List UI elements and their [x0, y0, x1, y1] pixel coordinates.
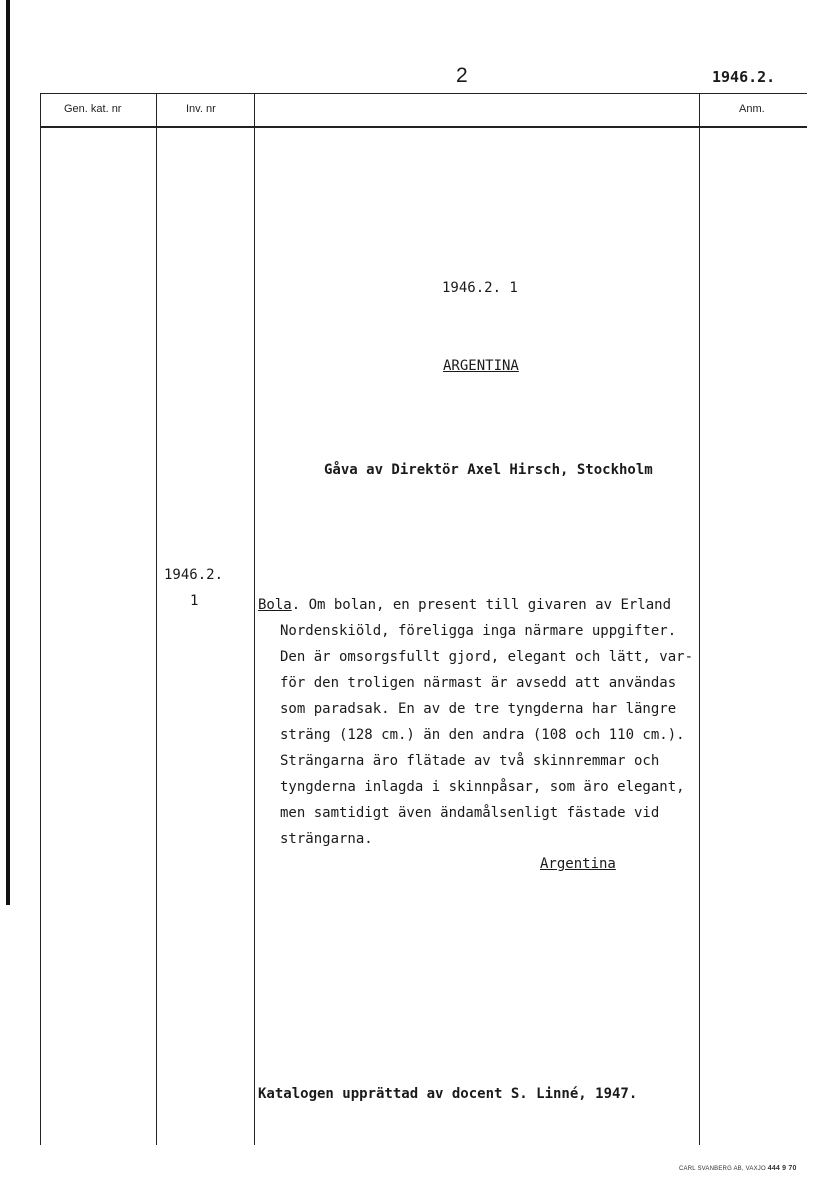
description-line: Den är omsorgsfullt gjord, elegant och lätt, var-	[280, 649, 694, 665]
column-divider-inv-text	[254, 93, 255, 1145]
item-origin: Argentina	[540, 856, 616, 872]
entry-donor: Gåva av Direktör Axel Hirsch, Stockholm	[324, 462, 653, 478]
description-line	[258, 592, 698, 618]
printer-name: CARL SVANBERG AB, VAXJO	[679, 1166, 766, 1172]
column-divider-text-anm	[699, 93, 700, 1145]
catalog-note: Katalogen upprättad av docent S. Linné, 1947.	[258, 1086, 638, 1102]
description-line: Strängarna äro flätade av två skinnremmar och	[280, 753, 660, 769]
inv-nr-line-1: 1946.2.	[164, 567, 224, 583]
description-line: tyngderna inlagda i skinnpåsar, som äro elegant,	[280, 779, 685, 795]
description-line: strängarna.	[280, 831, 373, 847]
column-header-gen-kat-nr: Gen. kat. nr	[64, 103, 122, 115]
description-line: som paradsak. En av de tre tyngderna har längre	[280, 701, 677, 717]
description-line: för den troligen närmast är avsedd att användas	[280, 675, 677, 691]
inv-nr-line-2: 1	[190, 593, 199, 609]
description-line: Nordenskiöld, föreligga inga närmare uppgifter.	[280, 623, 677, 639]
description-text: . Om bolan, en present till givaren av Erland	[291, 597, 672, 613]
column-header-anm: Anm.	[739, 103, 765, 115]
item-name: Bola	[258, 597, 292, 613]
item-description	[258, 592, 698, 852]
column-divider-gen-inv	[156, 93, 157, 1145]
page-number: 2	[456, 64, 468, 87]
description-line: men samtidigt även ändamålsenligt fästade vid	[280, 805, 660, 821]
description-line: sträng (128 cm.) än den andra (108 och 110 cm.).	[280, 727, 685, 743]
binding-edge-bar	[6, 0, 10, 905]
column-divider-left	[40, 93, 41, 1145]
entry-country: ARGENTINA	[443, 358, 519, 374]
catalog-reference: 1946.2.	[712, 68, 776, 86]
printer-imprint	[679, 1165, 797, 1172]
column-header-inv-nr: Inv. nr	[186, 103, 216, 115]
printer-code: 444 9 70	[767, 1165, 797, 1172]
entry-number: 1946.2. 1	[442, 280, 518, 296]
